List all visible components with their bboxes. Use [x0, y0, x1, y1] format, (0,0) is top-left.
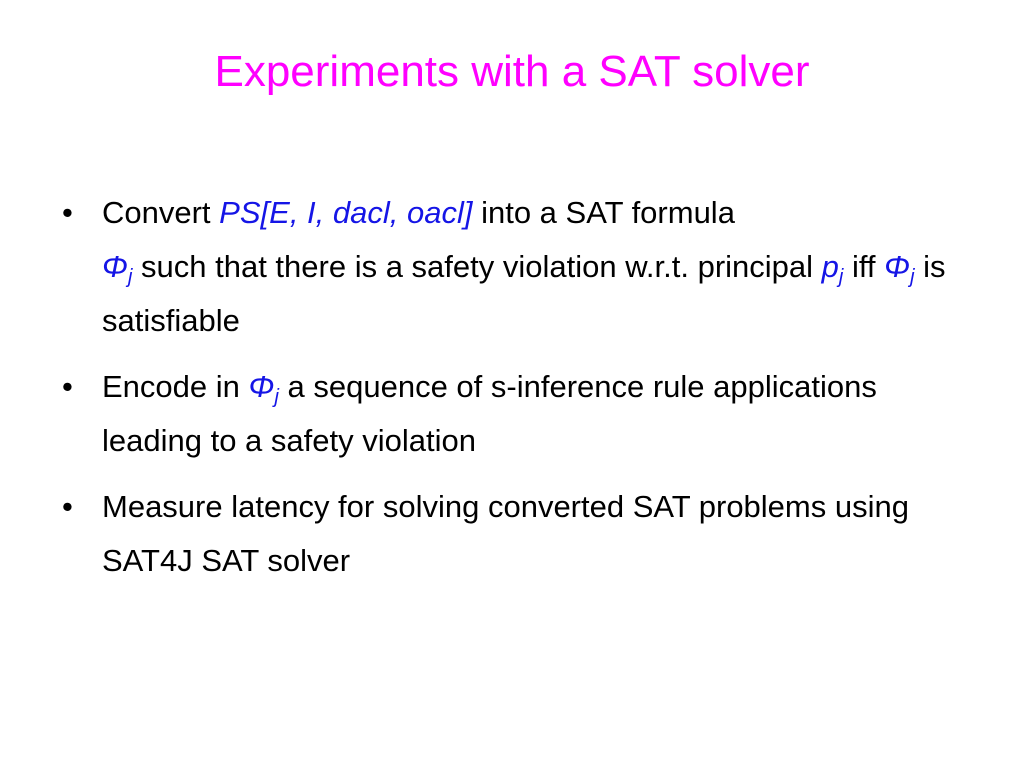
phi-symbol: Φ [884, 249, 911, 284]
bullet-text: Convert [102, 195, 220, 230]
bullet-item-measure [58, 480, 958, 588]
phi-symbol: Φ [102, 249, 128, 284]
bullet-text: Measure latency for solving converted SAT problems using SAT4J SAT solver [102, 489, 909, 578]
bullet-dot-icon: • [62, 489, 73, 524]
slide-title: Experiments with a SAT solver [214, 47, 810, 96]
subscript-j: j [838, 266, 844, 288]
ps-expression: PS[E, I, dacl, oacl] [219, 195, 473, 230]
subscript-j: j [274, 386, 279, 408]
bullet-dot-icon: • [62, 195, 73, 230]
principal-p: p [821, 249, 839, 284]
subscript-j: j [127, 266, 133, 288]
bullet-dot-icon: • [62, 369, 73, 404]
bullet-list [58, 186, 958, 600]
bullet-text: Encode in [102, 369, 249, 404]
subscript-j: j [910, 266, 915, 288]
bullet-text: iff [843, 249, 885, 284]
bullet-text: such that there is a safety violation w.r.t. principal [132, 249, 822, 284]
bullet-item-encode [58, 360, 958, 468]
phi-symbol: Φ [248, 369, 275, 404]
bullet-text: a sequence of s-inference rule applications leading to a safety violation [102, 369, 877, 458]
bullet-item-convert [58, 186, 958, 348]
bullet-text: into a SAT formula [472, 195, 735, 230]
bullet-text: is satisfiable [102, 249, 946, 338]
